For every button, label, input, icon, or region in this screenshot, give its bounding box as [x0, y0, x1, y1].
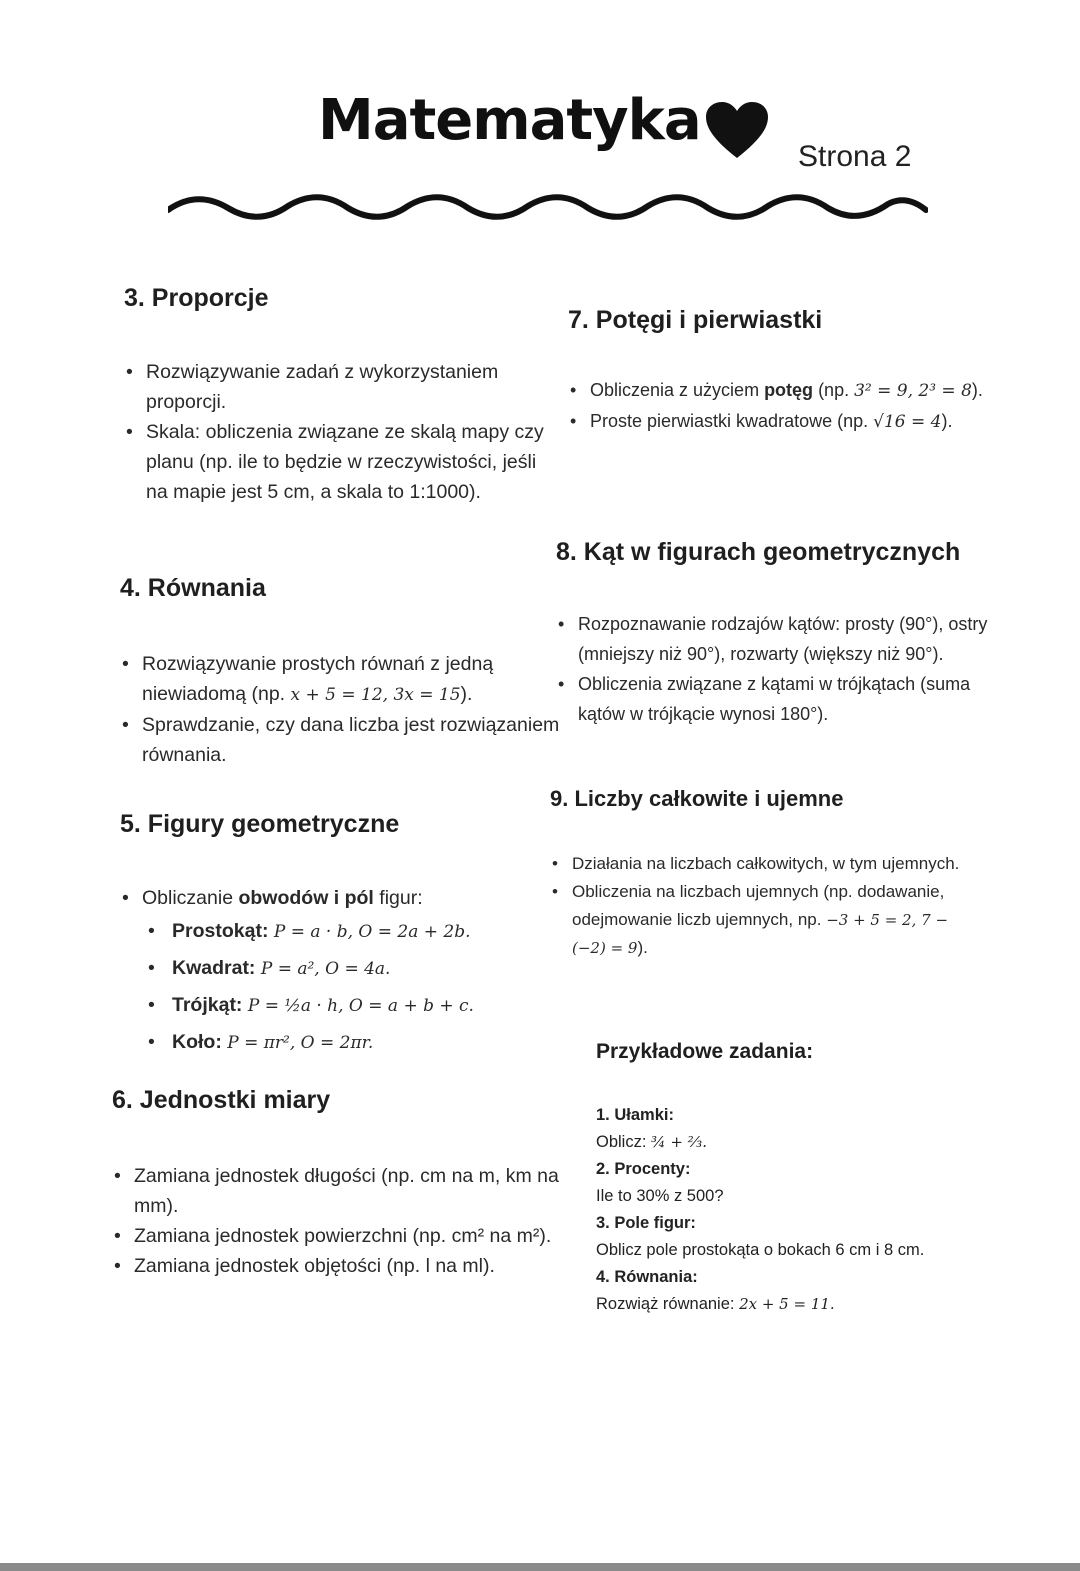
list-item: [120, 883, 560, 913]
section-title: 4. Równania: [120, 574, 266, 602]
wavy-divider: [168, 186, 928, 226]
example-text: [596, 1290, 1016, 1318]
list-subitem: [120, 913, 560, 950]
example-item: [596, 1264, 1016, 1318]
example-item: [596, 1156, 1016, 1210]
example-text: Oblicz pole prostokąta o bokach 6 cm i 8 cm.: [596, 1241, 925, 1259]
section-title: 6. Jednostki miary: [112, 1086, 331, 1114]
item-text: Obliczenia z użyciem: [590, 380, 765, 400]
example-title: 3. Pole figur:: [596, 1214, 696, 1232]
section-title: 5. Figury geometryczne: [120, 810, 400, 838]
item-text: ).: [941, 411, 953, 431]
list-item: • Skala: obliczenia związane ze skalą mapy czy planu (np. ile to będzie w rzeczywistości, jeśli na mapie jest 5 cm, a skala to 1:1000).: [124, 417, 554, 507]
item-text: Rozwiązywanie prostych równań z jedną niewiadomą (np.: [142, 653, 494, 705]
item-text: Proste pierwiastki kwadratowe (np.: [590, 411, 874, 431]
item-text: ).: [971, 380, 983, 400]
list-item: • Obliczenia związane z kątami w trójkątach (suma kątów w trójkącie wynosi 180°).: [556, 669, 996, 729]
list-subitem: [120, 950, 560, 987]
list-item: • Działania na liczbach całkowitych, w tym ujemnych.: [550, 850, 970, 878]
examples-heading: Przykładowe zadania:: [596, 1040, 814, 1063]
subitem-label: Kwadrat:: [172, 957, 256, 979]
example-item: [596, 1102, 1016, 1156]
section-potegi: [568, 306, 988, 437]
section-title: 3. Proporcje: [124, 284, 269, 312]
section-figury: [120, 810, 560, 1061]
section-katy: [556, 538, 996, 729]
item-text: (np.: [813, 380, 855, 400]
item-text: ).: [460, 683, 473, 705]
list-item: [550, 878, 970, 962]
math-expression: −3 + 5 = 2, 7 − (−2) = 9: [572, 911, 949, 957]
math-expression: P = πr², O = 2πr.: [227, 1033, 374, 1053]
page-bottom-edge: [0, 1563, 1080, 1571]
example-title: 1. Ułamki:: [596, 1106, 674, 1124]
example-title: 2. Procenty:: [596, 1160, 691, 1178]
list-subitem: [120, 987, 560, 1024]
list-item: • Rozwiązywanie zadań z wykorzystaniem proporcji.: [124, 357, 554, 417]
list-item: • Sprawdzanie, czy dana liczba jest rozwiązaniem równania.: [120, 710, 560, 770]
list-item: • Zamiana jednostek objętości (np. l na ml).: [112, 1251, 572, 1281]
list-item: [568, 406, 988, 437]
item-bold: potęg: [764, 380, 814, 400]
item-text: Obliczenia na liczbach ujemnych (np. dodawanie, odejmowanie liczb ujemnych, np.: [572, 882, 945, 929]
item-bold: obwodów i pól: [238, 887, 374, 909]
example-item: [596, 1210, 1016, 1264]
section-title: 8. Kąt w figurach geometrycznych: [556, 538, 961, 566]
math-expression: P = a², O = 4a.: [260, 959, 391, 979]
section-title: 9. Liczby całkowite i ujemne: [550, 786, 844, 811]
subitem-label: Koło:: [172, 1031, 222, 1053]
list-item: [120, 649, 560, 710]
section-rownania: [120, 574, 560, 770]
list-item: • Zamiana jednostek długości (np. cm na m, km na mm).: [112, 1161, 572, 1221]
section-proporcje: [124, 284, 554, 507]
list-item: [568, 375, 988, 406]
item-text: Obliczanie: [142, 887, 239, 909]
math-expression: ¾ + ⅔.: [651, 1133, 707, 1151]
page-number: Strona 2: [798, 140, 912, 173]
subitem-label: Prostokąt:: [172, 920, 269, 942]
math-expression: P = a · b, O = 2a + 2b.: [273, 922, 471, 942]
math-expression: x + 5 = 12, 3x = 15: [290, 685, 461, 705]
math-expression: P = ½a · h, O = a + b + c.: [247, 996, 474, 1016]
page-header: [318, 88, 701, 153]
example-tasks: [596, 1040, 1016, 1318]
example-title: 4. Równania:: [596, 1268, 698, 1286]
section-title: 7. Potęgi i pierwiastki: [568, 306, 823, 334]
list-item: • Zamiana jednostek powierzchni (np. cm² na m²).: [112, 1221, 572, 1251]
section-liczby: [550, 786, 970, 962]
item-text: figur:: [373, 887, 423, 909]
item-text: ).: [637, 938, 648, 957]
heart-icon: [704, 100, 770, 160]
example-text: Ile to 30% z 500?: [596, 1187, 724, 1205]
math-expression: 3² = 9, 2³ = 8: [854, 381, 972, 401]
math-expression: 2x + 5 = 11.: [739, 1295, 835, 1313]
example-prompt: Oblicz:: [596, 1133, 652, 1151]
section-jednostki: [112, 1086, 572, 1281]
list-item: • Rozpoznawanie rodzajów kątów: prosty (90°), ostry (mniejszy niż 90°), rozwarty (większy niż 90°).: [556, 609, 996, 669]
example-text: [596, 1128, 1016, 1156]
list-subitem: [120, 1024, 560, 1061]
math-expression: √16 = 4: [873, 412, 942, 432]
page-title: Matematyka: [318, 88, 701, 153]
example-prompt: Rozwiąż równanie:: [596, 1295, 740, 1313]
subitem-label: Trójkąt:: [172, 994, 243, 1016]
